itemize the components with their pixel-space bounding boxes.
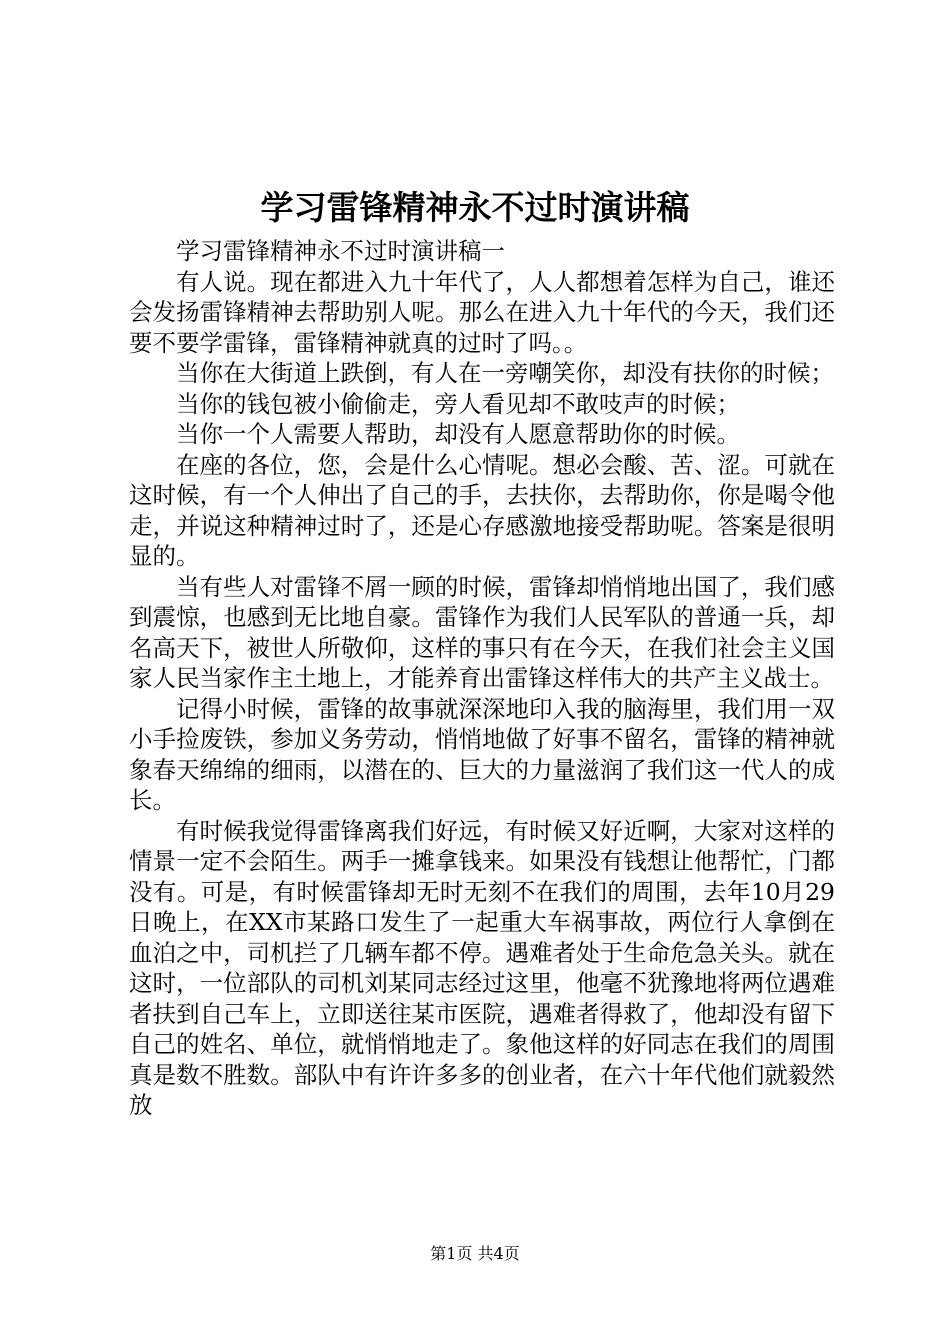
document-title: 学习雷锋精神永不过时演讲稿 — [260, 188, 690, 227]
paragraph-subtitle: 学习雷锋精神永不过时演讲稿一 — [176, 237, 505, 265]
paragraph: 当你的钱包被小偷偷走，旁人看见却不敢吱声的时候； — [176, 389, 740, 418]
paragraph: 当你一个人需要人帮助，却没有人愿意帮助你的时候。 — [176, 420, 740, 448]
page-footer: 第1页 共4页 — [430, 1244, 520, 1263]
paragraph: 在座的各位，您，会是什么心情呢。想必会酸、苦、涩。可就在这时候，有一个人伸出了自己的手，去扶你，去帮助你，你是喝令他走，并说这种精神过时了，还是心存感激地接受帮助呢。答案是很明显的。 — [129, 450, 835, 570]
paragraph: 有人说。现在都进入九十年代了，人人都想着怎样为自己，谁还会发扬雷锋精神去帮助别人呢。那么在进入九十年代的今天，我们还要不要学雷锋，雷锋精神就真的过时了吗。。 — [129, 267, 835, 357]
paragraph: 记得小时候，雷锋的故事就深深地印入我的脑海里，我们用一双小手捡废铁，参加义务劳动，悄悄地做了好事不留名，雷锋的精神就象春天绵绵的细雨，以潜在的、巨大的力量滋润了我们这一代人的成长。 — [129, 694, 835, 814]
document-body — [129, 236, 835, 1121]
paragraph: 有时候我觉得雷锋离我们好远，有时候又好近啊，大家对这样的情景一定不会陌生。两手一摊拿钱来。如果没有钱想让他帮忙，门都没有。可是，有时候雷锋却无时无刻不在我们的周围，去年10月29日晚上，在XX市某路口发生了一起重大车祸事故，两位行人拿倒在血泊之中，司机拦了几辆车都不停。遇难者处于生命危急关头。就在这时，一位部队的司机刘某同志经过这里，他毫不犹豫地将两位遇难者扶到自己车上，立即送往某市医院，遇难者得救了，他却没有留下自己的姓名、单位，就悄悄地走了。象他这样的好同志在我们的周围真是数不胜数。部队中有许许多多的创业者，在六十年代他们就毅然放 — [129, 816, 835, 1119]
paragraph: 当有些人对雷锋不屑一顾的时候，雷锋却悄悄地出国了，我们感到震惊，也感到无比地自豪。雷锋作为我们人民军队的普通一兵，却名高天下，被世人所敬仰，这样的事只有在今天，在我们社会主义国家人民当家作主土地上，才能养育出雷锋这样伟大的共产主义战士。 — [129, 572, 835, 692]
paragraph: 当你在大街道上跌倒，有人在一旁嘲笑你，却没有扶你的时候； — [176, 359, 834, 387]
